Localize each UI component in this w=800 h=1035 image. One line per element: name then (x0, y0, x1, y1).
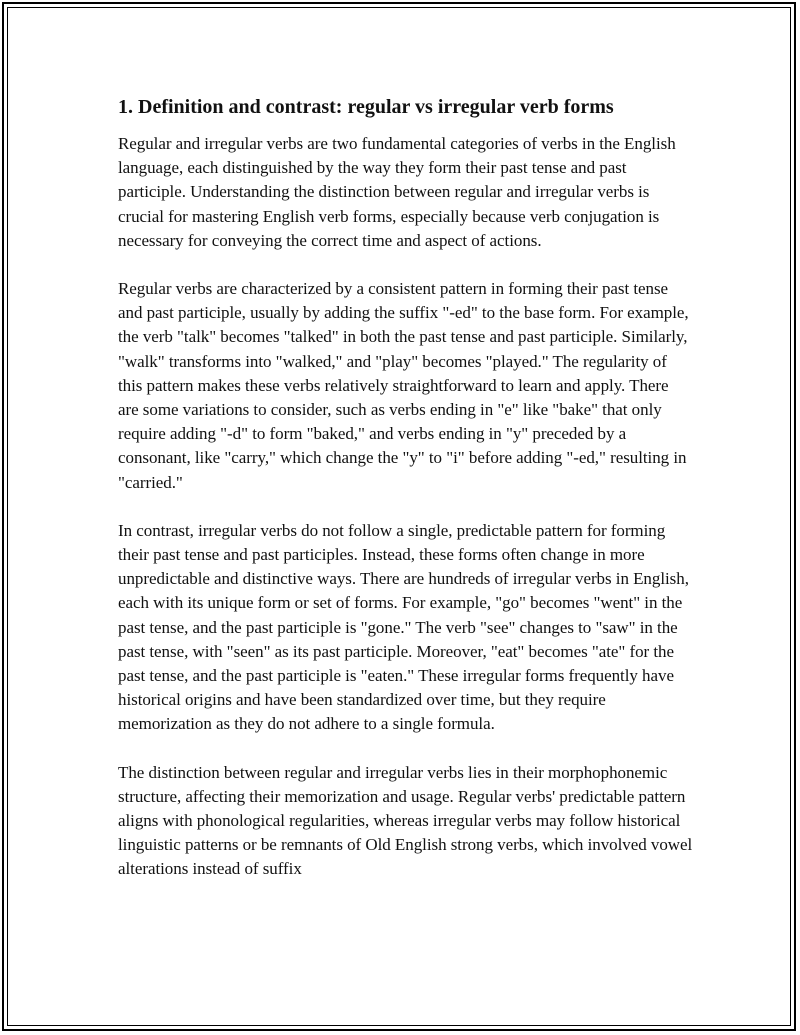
paragraph-regular-verbs: Regular verbs are characterized by a consistent pattern in forming their past tense and past participle, usually by adding the suffix "-ed" to the base form. For example, the verb "talk" becomes "talked" in both the past tense and past participle. Similarly, "walk" transforms into "walked," and "play" becomes "played." The regularity of this pattern makes these verbs relatively straightforward to learn and apply. There are some variations to consider, such as verbs ending in "e" like "bake" that only require adding "-d" to form "baked," and verbs ending in "y" preceded by a consonant, like "carry," which change the "y" to "i" before adding "-ed," resulting in "carried." (118, 279, 689, 492)
paragraph-irregular-verbs: In contrast, irregular verbs do not follow a single, predictable pattern for forming their past tense and past participles. Instead, these forms often change in more unpredictable and distinctive ways. There are hundreds of irregular verbs in English, each with its unique form or set of forms. For example, "go" becomes "went" in the past tense, and the past participle is "gone." The verb "see" changes to "saw" in the past tense, with "seen" as its past participle. Moreover, "eat" becomes "ate" for the past tense, and the past participle is "eaten." These irregular forms frequently have historical origins and have been standardized over time, but they require memorization as they do not adhere to a single formula. (118, 520, 689, 734)
paragraph-definition: Regular and irregular verbs are two fundamental categories of verbs in the English language, each distinguished by the way they form their past tense and past participle. Understanding the distinction between regular and irregular verbs is crucial for mastering English verb forms, especially because verb conjugation is necessary for conveying the correct time and aspect of actions. (118, 134, 676, 250)
paragraph-distinction: The distinction between regular and irregular verbs lies in their morphophonemic structure, affecting their memorization and usage. Regular verbs' predictable pattern aligns with phonological regularities, whereas irregular verbs may follow historical linguistic patterns or be remnants of Old English strong verbs, which involved vowel alterations instead of suffix (118, 762, 693, 879)
section-heading: 1. Definition and contrast: regular vs irregular verb forms (118, 96, 614, 118)
document-body (118, 93, 693, 906)
